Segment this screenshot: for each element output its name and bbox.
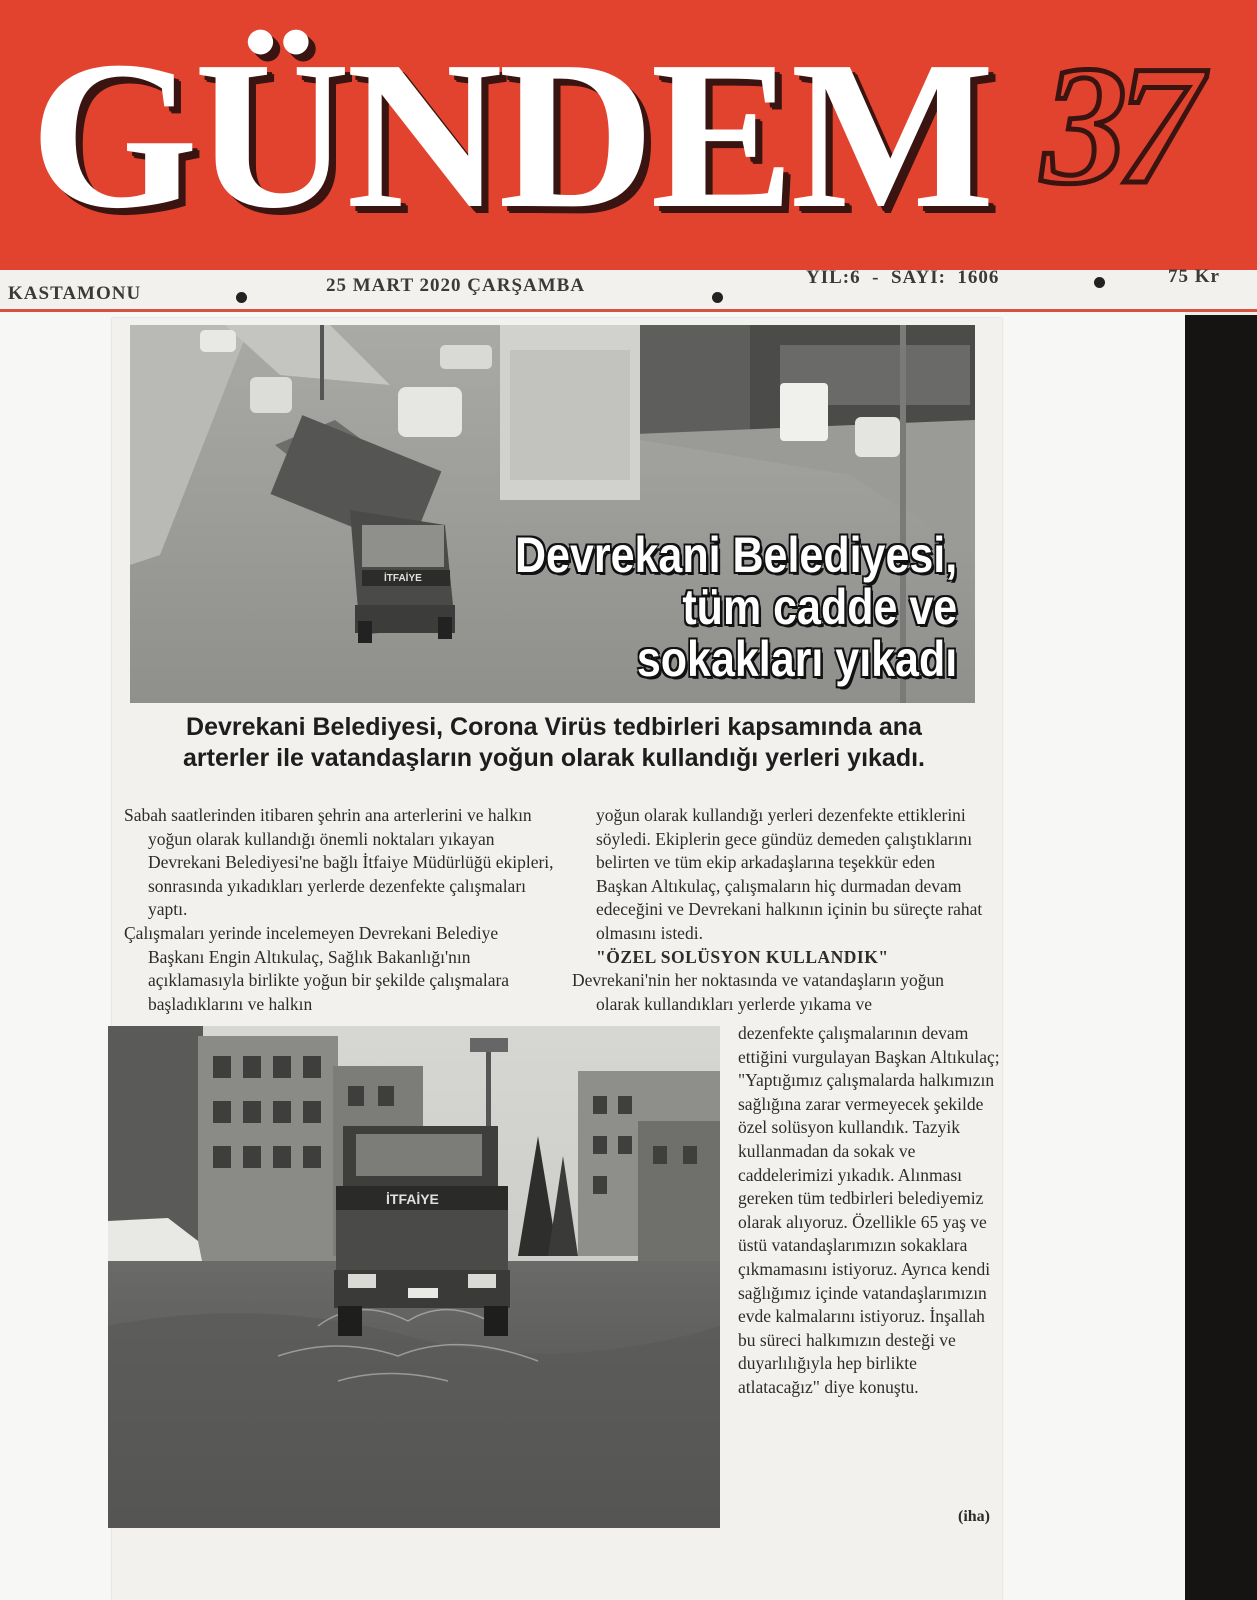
article-subtitle: "ÖZEL SOLÜSYON KULLANDIK" <box>596 946 889 967</box>
article-byline: (iha) <box>958 1508 990 1525</box>
article-subheadline <box>124 712 984 774</box>
headline-line: sokakları yıkadı <box>636 631 957 687</box>
paragraph: Çalışmaları yerinde incelemeyen Devrekani Belediye Başkanı Engin Altıkulaç, Sağlık Bakanlığı'nın açıklamasıyla birlikte yoğun bir şekilde çalışmalara başladıklarını ve halkın <box>124 922 510 1014</box>
top-news-photo <box>130 325 975 703</box>
fire-truck-washing-photo <box>108 1026 720 1528</box>
paragraph: yoğun olarak kullandığı yerleri dezenfekte ettiklerini söyledi. Ekiplerin gece gündüz demeden çalıştıklarını belirten ve tüm ekip arkadaşlarına teşekkür eden Başkan Altıkulaç, çalışmaların hiç durmadan devam edeceğini ve Devrekani halkının içinin bu süreçte rahat olmasını istedi. <box>596 805 983 943</box>
price-label: 75 Kr <box>1168 266 1220 287</box>
city-label: KASTAMONU <box>8 283 142 304</box>
masthead-rule <box>0 309 1257 312</box>
masthead <box>0 0 1257 270</box>
paragraph: Sabah saatlerinden itibaren şehrin ana arterlerini ve halkın yoğun olarak kullandığı önemli noktaları yıkayan Devrekani Belediyesi'ne bağlı İtfaiye Müdürlüğü ekipleri, sonrasında yıkadıkları yerlerde dezenfekte çalışmaları yaptı. <box>124 805 554 920</box>
headline-line: Devrekani Belediyesi, <box>514 527 957 583</box>
photo-headline <box>515 529 957 685</box>
subheadline-line: Devrekani Belediyesi, Corona Virüs tedbirleri kapsamında ana <box>186 713 922 741</box>
bottom-news-photo <box>108 1026 720 1528</box>
issue-date: 25 MART 2020 ÇARŞAMBA <box>326 275 586 296</box>
truck-label: İTFAİYE <box>384 573 422 584</box>
newspaper-logo: GÜNDEM <box>30 17 991 252</box>
truck-label: İTFAİYE <box>386 1191 439 1207</box>
article-column-right-lower <box>738 1022 1000 1400</box>
article-column-left <box>124 804 554 1016</box>
fire-truck-graphic <box>334 1126 510 1336</box>
separator-bullet-icon <box>712 292 723 303</box>
headline-line: tüm cadde ve <box>682 579 957 635</box>
separator-bullet-icon <box>1094 277 1105 288</box>
subheadline-line: arterler ile vatandaşların yoğun olarak kullandığı yerleri yıkadı. <box>183 744 925 772</box>
separator-bullet-icon <box>236 292 247 303</box>
article-column-right <box>572 804 990 1016</box>
masthead-info-bar <box>0 266 1257 310</box>
paragraph: dezenfekte çalışmalarının devam ettiğini vurgulayan Başkan Altıkulaç; "Yaptığımız çalışmalarda halkımızın sağlığına zarar vermeyecek şekilde özel solüsyon kullandık. Tazyik kullanmadan da sokak ve caddelerimizi yıkadık. Alınması gereken tüm tedbirleri belediyemiz olarak alıyoruz. Özellikle 65 yaş ve üstü vatandaşlarımızın sokaklara çıkmamasını istiyoruz. Ayrıca kendi sağlığımız içinde vatandaşlarımızın evde kalmalarını istiyoruz. İnşallah bu süreci halkımızın desteği ve duyarlılığıyla hep birlikte atlatacağız" diye konuştu. <box>738 1023 1000 1397</box>
dark-surface <box>1185 315 1257 1600</box>
newspaper-logo-number: 37 <box>1042 31 1192 219</box>
issue-number: YIL:6 - SAYI: 1606 <box>806 267 1000 288</box>
paragraph: Devrekani'nin her noktasında ve vatandaşların yoğun olarak kullandıkları yerlerde yıkama ve <box>572 970 944 1014</box>
